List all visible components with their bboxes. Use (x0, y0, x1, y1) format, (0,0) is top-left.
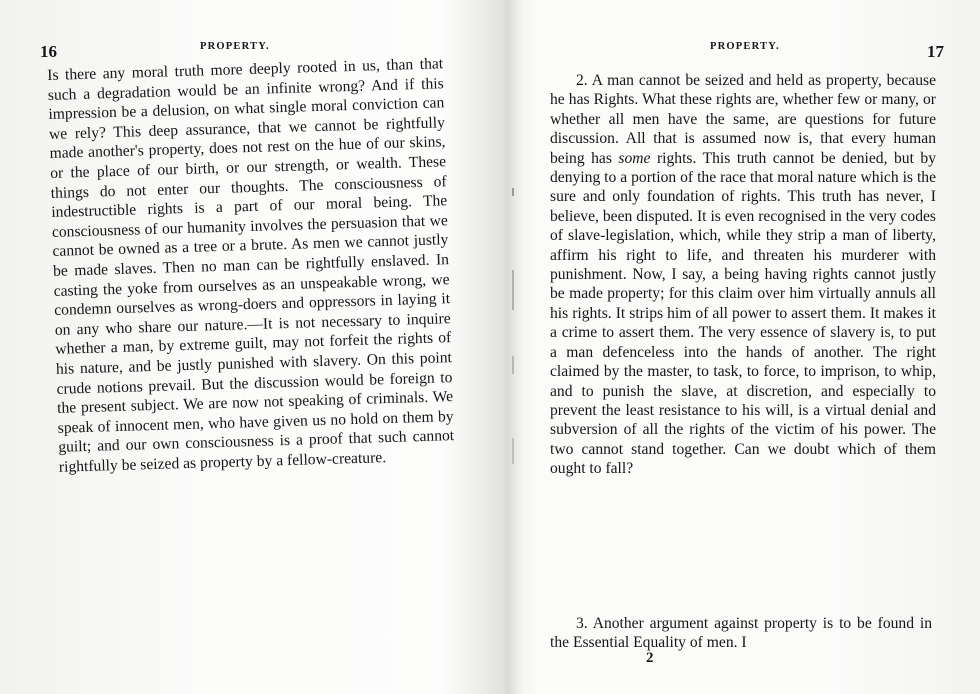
paragraph-text: 2. A man cannot be seized and held as property, because he has Rights. What these rights are, whether few or many, or whether all men have the same, are questions for future discussion. All that is assumed now is, that every human being has (550, 72, 936, 167)
running-head: PROPERTY. (710, 41, 780, 52)
book-gutter (488, 0, 524, 694)
page-number: 17 (927, 42, 944, 61)
paragraph-text: rights. This truth cannot be denied, but by denying to a portion of the race that moral nature which is the sure and only foundation of rights. This truth has never, I believe, been disputed. It is even recognised in the very codes of slave-legislation, which, while they strip a man of liberty, affirm his right to life, and threaten his murderer with punishment. Now, I say, a being having rights cannot justly be made property; for this claim over him virtually annuls all his rights. It strips him of all power to assert them. It makes it a crime to assert them. The very essence of slavery is, to put a man defenceless into the hands of another. The right claimed by the master, to task, to force, to imprison, to whip, and to punish the slave, at discretion, and especially to prevent the least resistance to his will, is a virtual denial and subversion of all the rights of the victim of his power. The two cannot stand together. Can we doubt which of them ought to fall? (550, 149, 936, 478)
right-page (548, 0, 944, 694)
running-head: PROPERTY. (200, 41, 270, 52)
gutter-shadow-mark (512, 438, 514, 464)
gutter-shadow-mark (512, 188, 514, 196)
body-paragraph (550, 71, 936, 479)
left-page (40, 0, 460, 694)
gutter-shadow-mark (512, 356, 514, 374)
gutter-shadow-mark (512, 270, 514, 310)
page-number: 16 (40, 42, 57, 61)
emphasized-word: some (618, 149, 651, 167)
signature-mark: 2 (646, 650, 654, 666)
body-paragraph: 3. Another argument against property is to be found in the Essential Equality of men. I (550, 615, 932, 652)
body-paragraph: Is there any moral truth more deeply rooted in us, than that such a degradation would be an infinite wrong? And if this impression be a delusion, on what single moral conviction can we rely? This deep assurance, that we cannot be rightfully made another's property, does not rest on the hue of our skins, or the place of our birth, or our strength, or wealth. These things do not enter our thoughts. The consciousness of indestructible rights is a part of our moral being. The consciousness of our humanity involves the persuasion that we cannot be owned as a tree or a brute. As men we cannot justly be made slaves. Then no man can be rightfully enslaved. In casting the yoke from ourselves as an unspeakable wrong, we condemn ourselves as wrong-doers and oppressors in laying it on any who share our nature.—It is not necessary to inquire whether a man, by extreme guilt, may not forfeit the rights of his nature, and be justly punished with slavery. On this point crude notions prevail. But the discussion would be foreign to the present subject. We are now not speaking of criminals. We speak of innocent men, who have given us no hold on them by guilt; and our own consciousness is a proof that such cannot rightfully be seized as property by a fellow-creature. (47, 55, 455, 476)
